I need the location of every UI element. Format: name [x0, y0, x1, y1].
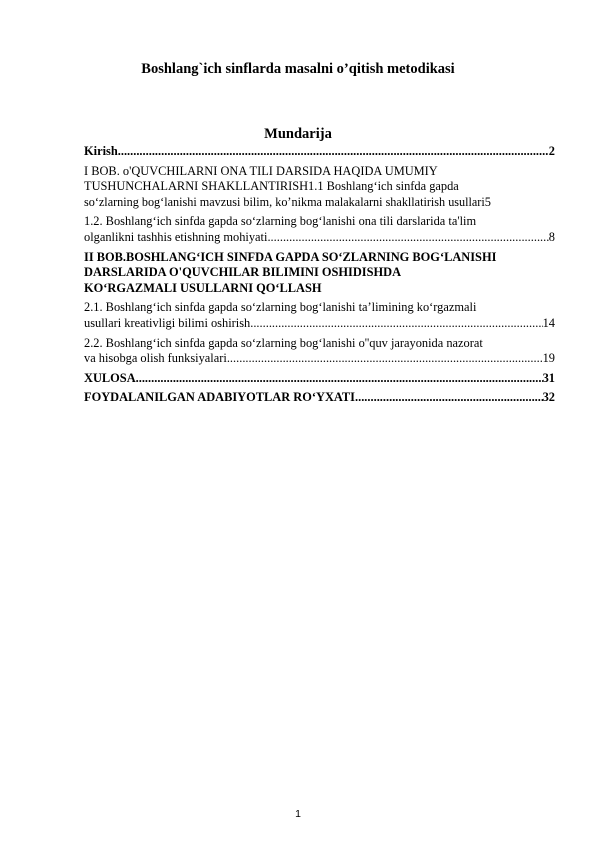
toc-dot-leader — [136, 371, 543, 387]
toc-entry-title: FOYDALANILGAN ADABIYOTLAR RO‘YXATI — [84, 390, 356, 405]
toc-entry-line: I BOB. o'QUVCHILARNI ONA TILI DARSIDA HAQIDA UMUMIY — [84, 163, 438, 178]
toc-page-number: 32 — [542, 390, 555, 405]
toc-entry-section-2-2[interactable] — [84, 336, 555, 367]
toc-page-number: 5 — [484, 194, 491, 209]
toc-dot-leader — [227, 351, 543, 367]
toc-entry-title: so‘zlarning bog‘lanishi mavzusi bilim, ko’nikma malakalarni shakllatirish usullari — [84, 194, 485, 209]
toc-page-number: 19 — [542, 351, 555, 366]
toc-entry-section-1-2[interactable] — [84, 214, 555, 245]
toc-page-number: 2 — [548, 144, 555, 158]
toc-heading: Mundarija — [264, 126, 332, 142]
toc-dot-leader — [355, 390, 543, 406]
toc-dot-leader — [267, 230, 548, 246]
toc-entry-title: usullari kreativligi bilimi oshirish — [84, 315, 251, 330]
toc-dot-leader — [250, 316, 542, 332]
toc-entry-title: KO‘RGAZMALI USULLARNI QO‘LLASH — [84, 280, 322, 295]
toc-dot-leader — [118, 144, 549, 160]
toc-entry-line: TUSHUNCHALARNI SHAKLLANTIRISH1.1 Boshlang‘ich sinfda gapda — [84, 179, 459, 194]
toc-entry-chapter-1[interactable] — [84, 164, 555, 211]
toc-entry-xulosa[interactable] — [84, 371, 555, 387]
page-number: 1 — [295, 808, 301, 820]
toc-entry-line: 2.1. Boshlang‘ich sinfda gapda so‘zlarning bog‘lanishi ta’limining ko‘rgazmali — [84, 300, 477, 315]
toc-entry-line: DARSLARIDA O'QUVCHILAR BILIMINI OSHIDISHDA — [84, 265, 402, 280]
toc-page-number: 14 — [542, 315, 555, 330]
toc-entry-title: olganlikni tashhis etishning mohiyati — [84, 229, 268, 244]
toc-entry-title: va hisobga olish funksiyalari — [84, 351, 227, 366]
toc-entry-chapter-2[interactable] — [84, 250, 555, 297]
toc-entry-title: XULOSA — [84, 370, 136, 385]
toc-page-number: 8 — [548, 229, 555, 244]
toc-entry-line: II BOB.BOSHLANG‘ICH SINFDA GAPDA SO‘ZLARNING BOG‘LANISHI — [84, 249, 497, 264]
toc-entry-title: Kirish — [84, 144, 118, 158]
toc-entry-line: 2.2. Boshlang‘ich sinfda gapda so‘zlarning bog‘lanishi o''quv jarayonida nazorat — [84, 335, 483, 350]
toc-entry-line: 1.2. Boshlang‘ich sinfda gapda so‘zlarning bog‘lanishi ona tili darslarida ta'lim — [84, 214, 477, 229]
table-of-contents — [84, 144, 555, 410]
toc-page-number: 31 — [542, 370, 555, 385]
toc-entry-section-2-1[interactable] — [84, 300, 555, 331]
toc-entry-bibliography[interactable] — [84, 390, 555, 406]
toc-entry-kirish[interactable] — [84, 144, 555, 160]
document-title: Boshlang`ich sinflarda masalni o’qitish metodikasi — [141, 61, 455, 77]
